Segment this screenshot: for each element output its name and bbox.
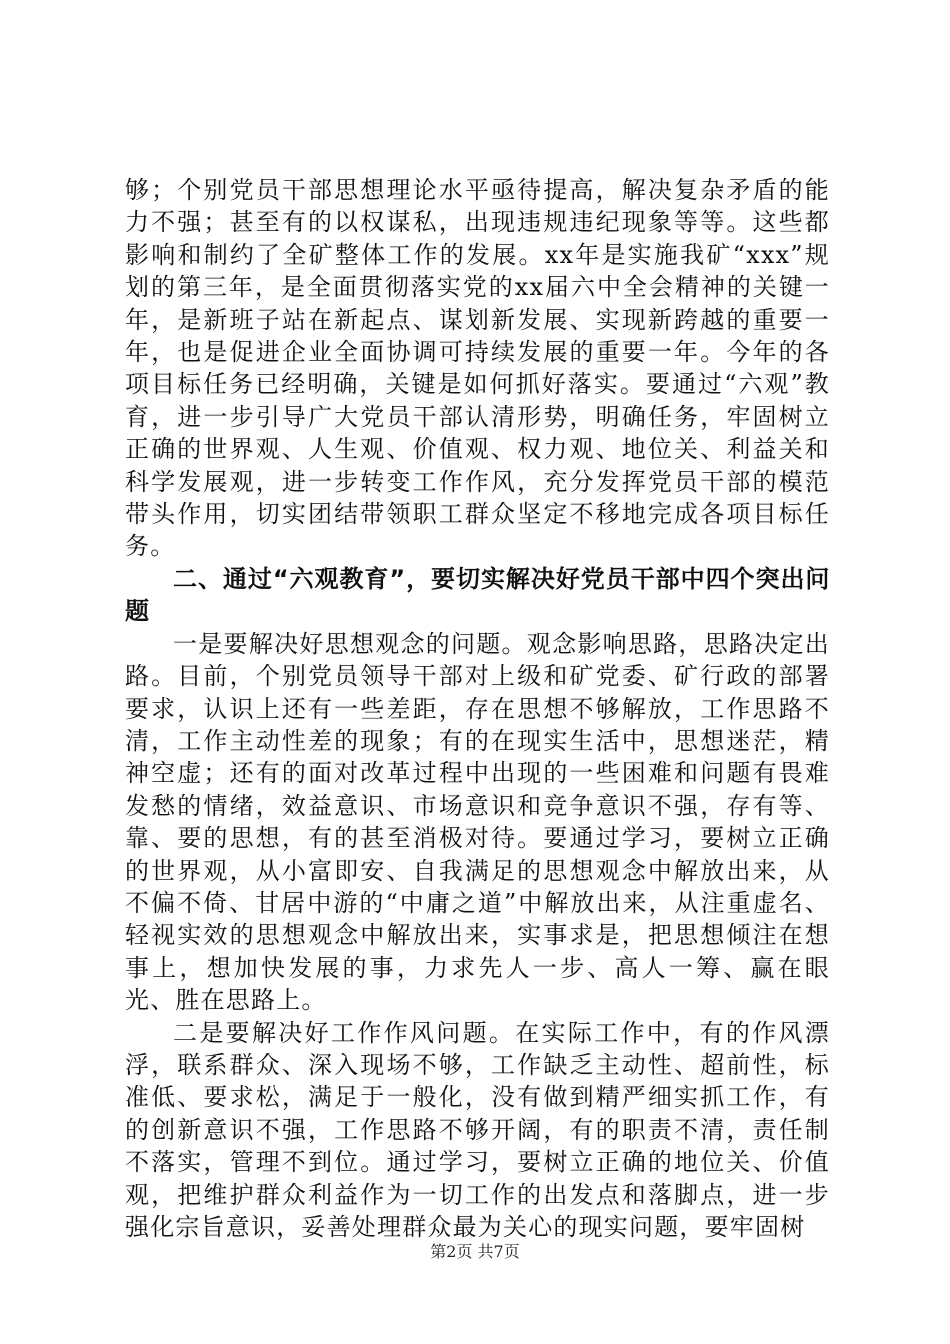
document-body [125,174,830,1243]
page-footer: 第2页 共7页 [430,1242,520,1261]
body-paragraph-3: 二是要解决好工作作风问题。在实际工作中，有的作风漂浮，联系群众、深入现场不够，工作缺乏主动性、超前性，标准低、要求松，满足于一般化，没有做到精严细实抓工作，有的创新意识不强，工作思路不够开阔，有的职责不清，责任制不落实，管理不到位。通过学习，要树立正确的地位关、价值观，把维护群众利益作为一切工作的出发点和落脚点，进一步强化宗旨意识，妥善处理群众最为关心的现实问题，要牢固树 [125,1018,830,1241]
section-heading: 二、通过“六观教育”，要切实解决好党员干部中四个突出问题 [125,564,830,626]
body-paragraph-1: 够；个别党员干部思想理论水平亟待提高，解决复杂矛盾的能力不强；甚至有的以权谋私，出现违规违纪现象等等。这些都影响和制约了全矿整体工作的发展。xx年是实施我矿“xxx”规划的第三年，是全面贯彻落实党的xx届六中全会精神的关键一年，是新班子站在新起点、谋划新发展、实现新跨越的重要一年，也是促进企业全面协调可持续发展的重要一年。今年的各项目标任务已经明确，关键是如何抓好落实。要通过“六观”教育，进一步引导广大党员干部认清形势，明确任务，牢固树立正确的世界观、人生观、价值观、权力观、地位关、利益关和科学发展观，进一步转变工作作风，充分发挥党员干部的模范带头作用，切实团结带领职工群众坚定不移地完成各项目标任务。 [125,176,830,561]
body-paragraph-2: 一是要解决好思想观念的问题。观念影响思路，思路决定出路。目前，个别党员领导干部对上级和矿党委、矿行政的部署要求，认识上还有一些差距，存在思想不够解放，工作思路不清，工作主动性差的现象；有的在现实生活中，思想迷茫，精神空虚；还有的面对改革过程中出现的一些困难和问题有畏难发愁的情绪，效益意识、市场意识和竞争意识不强，存有等、靠、要的思想，有的甚至消极对待。要通过学习，要树立正确的世界观，从小富即安、自我满足的思想观念中解放出来，从不偏不倚、甘居中游的“中庸之道”中解放出来，从注重虚名、轻视实效的思想观念中解放出来，实事求是，把思想倾注在想事上，想加快发展的事，力求先人一步、高人一筹、赢在眼光、胜在思路上。 [125,629,830,1015]
